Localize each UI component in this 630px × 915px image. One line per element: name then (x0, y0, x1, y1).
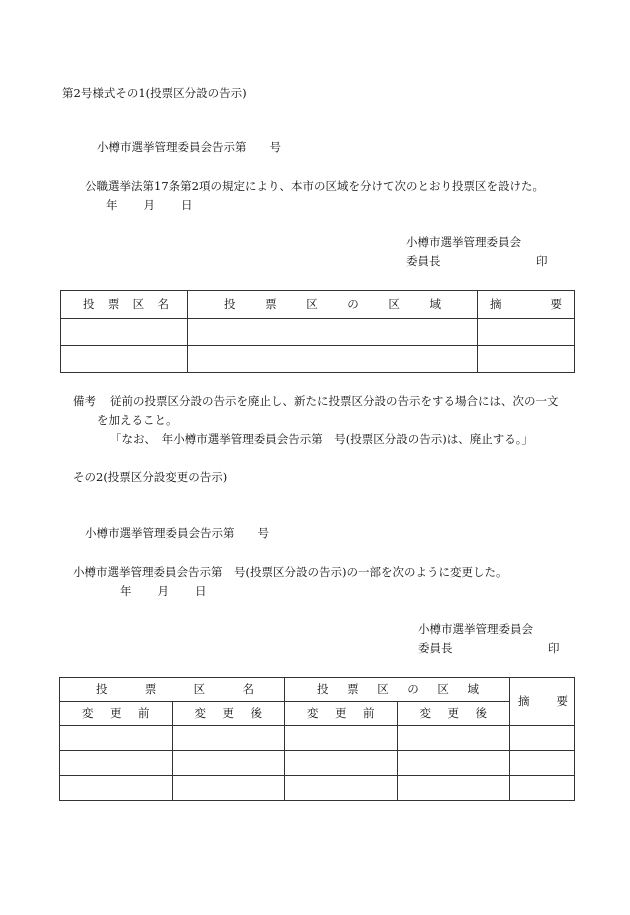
form2-body-text: 小樽市選挙管理委員会告示第 号(投票区分設の告示)の一部を次のように変更した。 (73, 565, 508, 579)
header-cell-after-2: 変 更 後 (397, 702, 510, 726)
date-day: 日 (181, 198, 193, 212)
remarks-line2: を加えること。 (97, 413, 178, 427)
form2-table (59, 677, 575, 801)
date-day: 日 (195, 584, 207, 598)
date-year: 年 (106, 198, 118, 212)
date-month: 月 (143, 198, 155, 212)
form2-heading: その2(投票区分設変更の告示) (73, 470, 228, 484)
table-row (60, 726, 575, 751)
remarks-line1: 従前の投票区分設の告示を廃止し、新たに投票区分設の告示をする場合には、次の一文 (110, 394, 559, 408)
form1-table (60, 290, 575, 373)
header-cell-district-name: 投 票 区 名 (60, 678, 285, 702)
header-cell-remarks: 摘 要 (478, 291, 575, 319)
header-cell-after-1: 変 更 後 (172, 702, 285, 726)
date-month: 月 (157, 584, 169, 598)
header-cell-district-name: 投 票 区 名 (61, 291, 188, 319)
header-cell-before-2: 変 更 前 (285, 702, 398, 726)
date-year: 年 (120, 584, 132, 598)
table-row (60, 751, 575, 776)
form2-date (120, 586, 207, 598)
table-row (60, 776, 575, 801)
header-cell-before-1: 変 更 前 (60, 702, 173, 726)
form1-notice-number: 小樽市選挙管理委員会告示第 号 (97, 140, 281, 154)
form2-chairman: 委員長 (418, 641, 453, 655)
remarks-label: 備考 (73, 394, 96, 408)
table-row (61, 319, 575, 346)
form1-table-header-row (61, 291, 575, 319)
form1-body-text: 公職選挙法第17条第2項の規定により、本市の区域を分けて次のとおり投票区を設けた。 (85, 179, 544, 193)
form2-seal: 印 (548, 641, 560, 655)
header-cell-district-area: 投 票 区 の 区 域 (188, 291, 478, 319)
form1-seal: 印 (536, 254, 548, 268)
remarks-line3: 「なお、 年小樽市選挙管理委員会告示第 号(投票区分設の告示)は、廃止する。」 (110, 432, 533, 446)
form1-chairman: 委員長 (406, 254, 441, 268)
header-cell-district-area: 投 票 区 の 区 域 (285, 678, 510, 702)
form2-notice-number: 小樽市選挙管理委員会告示第 号 (85, 526, 269, 540)
table-row (61, 346, 575, 373)
header-cell-remarks: 摘 要 (510, 678, 575, 726)
form2-table-header-row-top (60, 678, 575, 702)
form2-table-header-row-sub (60, 702, 575, 726)
form1-issuer: 小樽市選挙管理委員会 (406, 235, 521, 249)
form1-heading: 第2号様式その1(投票区分設の告示) (62, 86, 247, 100)
form1-date (106, 200, 193, 212)
form2-issuer: 小樽市選挙管理委員会 (418, 622, 533, 636)
